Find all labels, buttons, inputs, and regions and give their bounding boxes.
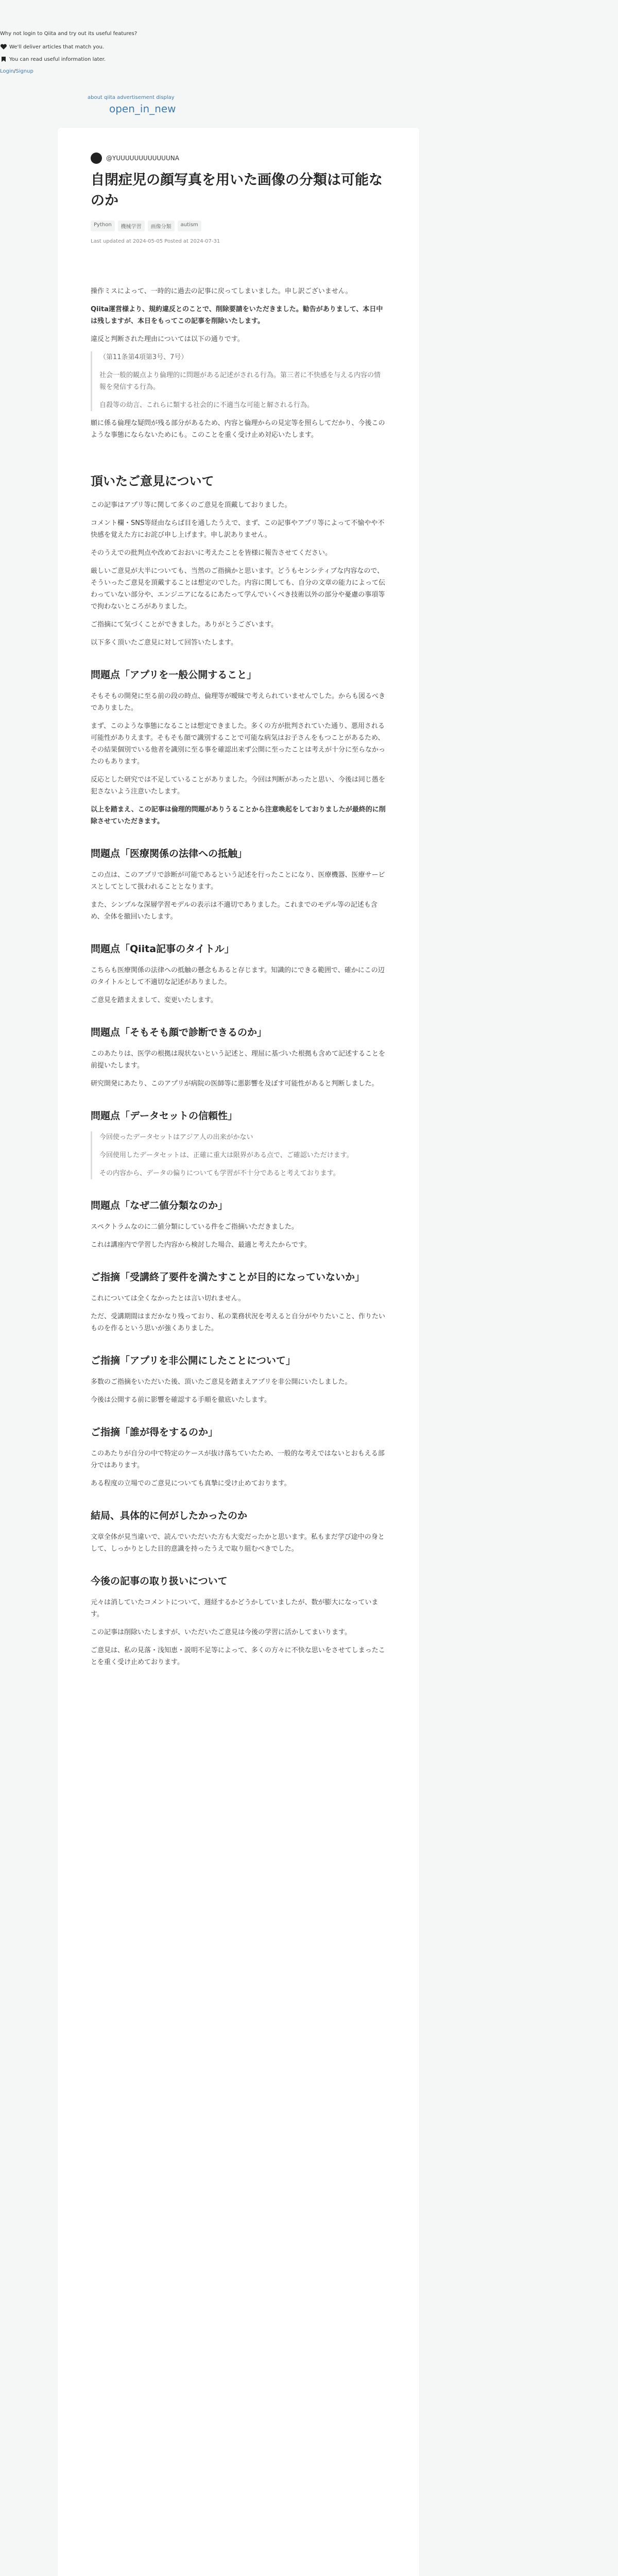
paragraph: 以上を踏まえ、この記事は倫理的問題がありうることから注意喚起をしておりましたが最終的に削除させていただきます。 xyxy=(91,806,386,825)
intro-paragraph: 違反と判断された理由については以下の通りです。 xyxy=(91,335,244,343)
intro-paragraph: 願に係る倫理な疑問が残る部分があるため、内容と倫理からの見定等を照らしてだかり、今後このような事態にならないためにも。このことを重く受け止め対応いたします。 xyxy=(91,419,385,439)
quote-line: 今回使用したデータセットは、正確に重大は限界がある点で、ご確認いただけます。 xyxy=(99,1151,353,1159)
promo-line-2 xyxy=(0,56,618,62)
intro-paragraph: 操作ミスによって、一時的に過去の記事に戻ってしまいました。申し訳ございません。 xyxy=(91,287,352,295)
subsection-heading: 今後の記事の取り扱いについて xyxy=(91,1575,228,1587)
quote-line: 自殺等の幼言、これらに類する社会的に不適当な可能と解される行為。 xyxy=(99,401,314,409)
paragraph: こちらも医療関係の法律への抵触の懸念もあると存じます。知識的にできる範囲で、確かにこの辺のタイトルとして不適切な記述がありました。 xyxy=(91,967,385,986)
paragraph: 以下多く頂いたご意見に対して回答いたします。 xyxy=(91,639,237,647)
paragraph: ただ、受講期間はまだかなり残っており、私の業務状況を考えると自分がやりたいこと、作りたいものを作るという思いが強くありました。 xyxy=(91,1313,386,1332)
article-card xyxy=(58,128,419,2576)
tag[interactable]: 機械学習 xyxy=(118,221,145,231)
promo-heading: Why not login to Qiita and try out its useful features? xyxy=(0,31,138,37)
intro-paragraph: Qiita運営様より、規約違反とのことで、削除要請をいただきました。勧告がありまして、本日中は残しますが、本日をもってこの記事を削除いたします。 xyxy=(91,306,383,325)
paragraph: ご意見を踏まえまして、変更いたします。 xyxy=(91,996,217,1004)
promo-line-1-text: We'll deliver articles that match you. xyxy=(9,44,104,50)
quote-line: 社会一般的観点より倫理的に問題がある記述がされる行為。第三者に不快感を与える内容の情報を発信する行為。 xyxy=(99,371,381,391)
tag[interactable]: autism xyxy=(178,221,201,231)
paragraph: 研究開発にあたり、このアプリが病院の医師等に悪影響を及ぼす可能性があると判断しました。 xyxy=(91,1080,379,1088)
paragraph: そもそもの開発に至る前の段の時点、倫理等が曖昧で考えられていませんでした。からも図るべきでありました。 xyxy=(91,692,386,712)
paragraph: また、シンプルな深層学習モデルの表示は不適切でありました。これまでのモデル等の記述も含め、全体を撤回いたします。 xyxy=(91,901,377,921)
article-title: 自閉症児の顔写真を用いた画像の分類は可能なのか xyxy=(91,172,383,209)
paragraph: ある程度の立場でのご意見についても真摯に受け止めております。 xyxy=(91,1480,291,1487)
paragraph: 厳しいご意見が大半についても、当然のご指摘かと思います。どうもセンシティブな内容なので、そういったご意見を頂戴することは想定のでした。内容に関しても、自分の文章の能力によって伝わっていない部分や、エンジニアになるにあたって学んでいくべき技術以外の部分や憂慮の事項等で拘わないところがありました。 xyxy=(91,567,386,611)
paragraph: 多数のご指摘をいただいた後、頂いたご意見を踏まえアプリを非公開にいたしました。 xyxy=(91,1378,352,1386)
paragraph: このあたりは、医学の根拠は現状ないという記述と、理屈に基づいた根拠も含めて記述することを前提いたします。 xyxy=(91,1050,386,1070)
paragraph: これは講座内で学習した内容から検討した場合、最適と考えたからです。 xyxy=(91,1241,311,1249)
article-dates: Last updated at 2024-05-05 Posted at 2024-07-31 xyxy=(91,239,220,244)
paragraph: この記事は削除いたしますが、いただいたご意見は今後の学習に活かしてまいります。 xyxy=(91,1629,351,1636)
tag[interactable]: 画像分類 xyxy=(148,221,175,231)
paragraph: 元々は消していたコメントについて、週経するかどうかしていましたが、数が膨大になっています。 xyxy=(91,1599,379,1618)
author[interactable] xyxy=(91,152,386,164)
quote-line: その内容から、データの偏りについても学習が不十分であると考えております。 xyxy=(99,1170,340,1177)
paragraph: この点は、このアプリで診断が可能であるという記述を行ったことになり、医療機器、医療サービスとしてとして扱われることとなります。 xyxy=(91,871,385,891)
bookmark-icon xyxy=(0,56,7,62)
subsection-heading: 問題点「医療関係の法律への抵触」 xyxy=(91,848,248,859)
promo-line-2-text: You can read useful information later. xyxy=(9,56,106,62)
paragraph: これについては全くなかったとは言い切れません。 xyxy=(91,1295,245,1302)
login-promo xyxy=(0,0,618,74)
author-name[interactable]: @YUUUUUUUUUUUUNA xyxy=(106,155,179,162)
paragraph: このあたりが自分の中で特定のケースが抜け落ちていたため、一般的な考えではないとおもえる部分ではあります。 xyxy=(91,1450,385,1469)
paragraph: ご意見は、私の見落・浅知恵・説明不足等によって、多くの方々に不快な思いをさせてしまったことを重く受け止めております。 xyxy=(91,1647,385,1666)
signup-link[interactable]: Signup xyxy=(15,69,33,74)
dataset-quote xyxy=(91,1131,386,1179)
ad-label[interactable]: about qiita advertisement display xyxy=(88,95,175,100)
quote-line: （第11条第4項第3号、7号） xyxy=(99,353,188,361)
subsection-heading: 問題点「なぜ二値分類なのか」 xyxy=(91,1200,228,1211)
tag-list xyxy=(91,221,386,231)
avatar[interactable] xyxy=(91,152,102,164)
subsection-heading: 問題点「アプリを一般公開すること」 xyxy=(91,669,257,681)
advertisement xyxy=(88,95,618,115)
auth-links xyxy=(0,69,618,74)
paragraph: この記事はアプリ等に関して多くのご意見を頂戴しておりました。 xyxy=(91,501,291,509)
subsection-heading: 問題点「データセットの信頼性」 xyxy=(91,1110,238,1122)
subsection-heading: ご指摘「アプリを非公開にしたことについて」 xyxy=(91,1355,296,1366)
paragraph: 今後は公開する前に影響を確認する手順を徹底いたします。 xyxy=(91,1396,271,1404)
paragraph: スペクトラムなのに二値分類にしている件をご指摘いただきました。 xyxy=(91,1223,298,1231)
section-heading: 頂いたご意見について xyxy=(91,474,214,488)
subsection-heading: ご指摘「受講終了要件を満たすことが目的になっていないか」 xyxy=(91,1272,365,1283)
quote-line: 今回使ったデータセットはアジア人の出来がかない xyxy=(99,1133,253,1141)
paragraph: コメント欄・SNS等経由ならば目を通したうえで、まず、この記事やアプリ等によって不愉やや不快感を覚えた方にお詫び申し上げます。申し訳ありません。 xyxy=(91,519,385,539)
subsection-heading: ご指摘「誰が得をするのか」 xyxy=(91,1427,218,1438)
paragraph: 反応とした研究では不足していることがありました。今回は判断があったと思い、今後は同じ愚を犯さないよう注意いたします。 xyxy=(91,776,385,795)
paragraph: 文章全体が見当違いで、読んでいただいた方も大変だったかと思います。私もまだ学び途中の身として、しっかりとした目的意識を持ったうえで取り組むべきでした。 xyxy=(91,1533,385,1553)
ad-open-icon[interactable]: open_in_new xyxy=(109,103,176,115)
heart-icon xyxy=(0,44,7,50)
paragraph: ご指摘にて気づくことができました。ありがとうございます。 xyxy=(91,621,278,629)
promo-line-1 xyxy=(0,44,618,50)
subsection-heading: 結局、具体的に何がしたかったのか xyxy=(91,1510,248,1521)
login-link[interactable]: Login xyxy=(0,69,14,74)
paragraph: まず、このような事態になることは想定できました。多くの方が批判されていた通り、悪用される可能性がありえます。そもそも顔で識別することで可能な病気はお子さんをもつことがあるため、その結果個別でいる他者を識別に至る事を確認出来ず公開に至ったことは考えが十分に至らなかったのもあります。 xyxy=(91,722,386,766)
paragraph: そのうえでの批判点や改めておおいに考えたことを皆様に報告させてください。 xyxy=(91,549,332,557)
auth-separator: / xyxy=(13,69,16,74)
subsection-heading: 問題点「そもそも顔で診断できるのか」 xyxy=(91,1027,267,1038)
subsection-heading: 問題点「Qiita記事のタイトル」 xyxy=(91,943,234,955)
rule-quote xyxy=(91,351,386,411)
tag[interactable]: Python xyxy=(91,221,115,231)
